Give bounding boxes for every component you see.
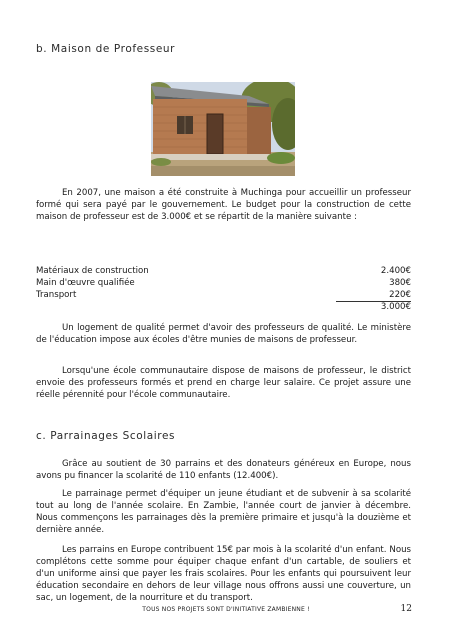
budget-row [36,289,411,301]
page-number: 12 [400,604,412,614]
budget-table [36,265,411,313]
budget-label: Matériaux de construction [36,266,149,276]
budget-row [36,277,411,289]
budget-label: Transport [36,290,77,301]
budget-total: 3.000€ [380,302,411,313]
section-b-paragraph-3: Lorsqu'une école communautaire dispose de maisons de professeur, le district envoie des professeurs formés et prend en charge leur salaire. Ce projet assure une réelle pérennité pour l'école communautaire. [36,366,411,401]
footer-text: TOUS NOS PROJETS SONT D'INITIATIVE ZAMBIENNE ! [142,606,310,613]
budget-value: 220€ [336,289,411,302]
section-c-paragraph-1: Grâce au soutient de 30 parrains et des donateurs généreux en Europe, nous avons pu financer la scolarité de 110 enfants (12.400€). [36,459,411,482]
section-c-paragraph-2: Le parrainage permet d'équiper un jeune étudiant et de subvenir à sa scolarité tout au long de l'année scolaire. En Zambie, l'année court de janvier à décembre. Nous commençons les parrainages dès la première primaire et jusqu'à la douzième et dernière année. [36,489,411,536]
budget-total-row [36,301,411,313]
budget-row [36,265,411,277]
budget-value: 380€ [389,278,411,289]
section-b-heading: b. Maison de Professeur [36,43,176,55]
section-b-paragraph-1: En 2007, une maison a été construite à Muchinga pour accueillir un professeur formé qui sera payé par le gouvernement. Le budget pour la construction de cette maison de professeur est de 3.000€ et se répartit de la manière suivante : [36,188,411,223]
section-c-paragraph-3: Les parrains en Europe contribuent 15€ par mois à la scolarité d'un enfant. Nous complétons cette somme pour équiper chaque enfant d'un cartable, de souliers et d'un uniforme ainsi que payer les frais scolaires. Pour les enfants qui poursuivent leur éducation secondaire en dehors de leur village nous offrons aussi une couverture, un sac, un logement, de la nourriture et du transport. [36,545,411,604]
teacher-house-photo [151,82,295,176]
section-c-heading: c. Parrainages Scolaires [36,430,176,442]
budget-value: 2.400€ [380,266,411,276]
budget-label: Main d'œuvre qualifiée [36,278,135,289]
section-b-paragraph-2: Un logement de qualité permet d'avoir des professeurs de qualité. Le ministère de l'éducation impose aux écoles d'être munies de maisons de professeur. [36,323,411,346]
